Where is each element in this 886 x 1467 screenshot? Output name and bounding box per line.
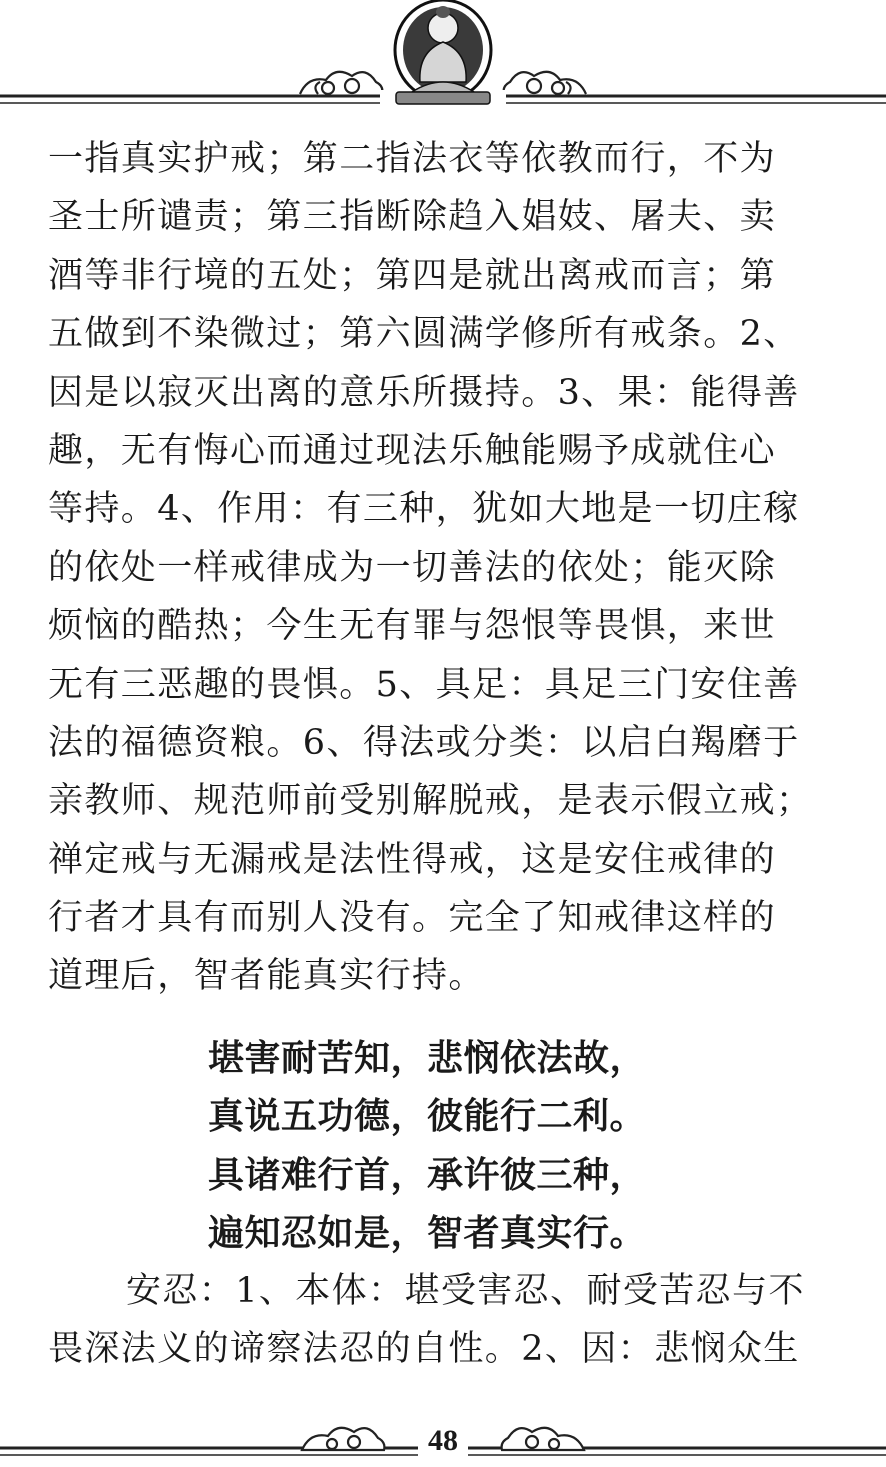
- verse-line: 具诸难行首，承许彼三种，: [208, 1154, 647, 1196]
- text-line: 法的福德资粮。6、得法或分类：以启白羯磨于: [48, 722, 800, 763]
- verse-block: [208, 1030, 728, 1264]
- text-line: 趣，无有悔心而通过现法乐触能赐予成就住心: [48, 430, 777, 471]
- right-cloud-scroll-icon: [504, 72, 586, 94]
- text-line: 无有三恶趣的畏惧。5、具足：具足三门安住善: [48, 664, 800, 705]
- text-line: 安忍：1、本体：堪受害忍、耐受苦忍与不: [126, 1271, 805, 1311]
- verse-line: 遍知忍如是，智者真实行。: [208, 1213, 647, 1255]
- header-ornament: [0, 0, 886, 112]
- commentary-text: [48, 1262, 840, 1379]
- main-body-text: [48, 130, 840, 1006]
- text-line: 禅定戒与无漏戒是法性得戒，这是安住戒律的: [48, 839, 777, 880]
- text-line: 畏深法义的谛察法忍的自性。2、因：悲悯众生: [48, 1329, 800, 1370]
- text-line: 行者才具有而别人没有。完全了知戒律这样的: [48, 898, 777, 939]
- left-cloud-scroll-icon: [300, 72, 382, 94]
- buddha-emblem-icon: [380, 0, 506, 104]
- text-line: 烦恼的酷热；今生无有罪与怨恨等畏惧，来世: [48, 606, 777, 647]
- text-line: 的依处一样戒律成为一切善法的依处；能灭除: [48, 547, 777, 588]
- verse-line: 堪害耐苦知，悲悯依法故，: [208, 1038, 647, 1079]
- text-line: 五做到不染微过；第六圆满学修所有戒条。2、: [48, 314, 800, 355]
- text-line: 亲教师、规范师前受别解脱戒，是表示假立戒；: [48, 781, 813, 822]
- text-line: 道理后，智者能真实行持。: [48, 956, 485, 997]
- text-line: 因是以寂灭出离的意乐所摄持。3、果：能得善: [48, 372, 800, 413]
- text-line: 一指真实护戒；第二指法衣等依教而行，不为: [48, 139, 777, 179]
- verse-line: 真说五功德，彼能行二利。: [208, 1096, 647, 1138]
- text-line: 酒等非行境的五处；第四是就出离戒而言；第: [48, 255, 777, 296]
- page-number: 48: [0, 1424, 886, 1458]
- text-line: 等持。4、作用：有三种，犹如大地是一切庄稼: [48, 489, 800, 530]
- text-line: 圣士所谴责；第三指断除趋入娼妓、屠夫、卖: [48, 197, 777, 238]
